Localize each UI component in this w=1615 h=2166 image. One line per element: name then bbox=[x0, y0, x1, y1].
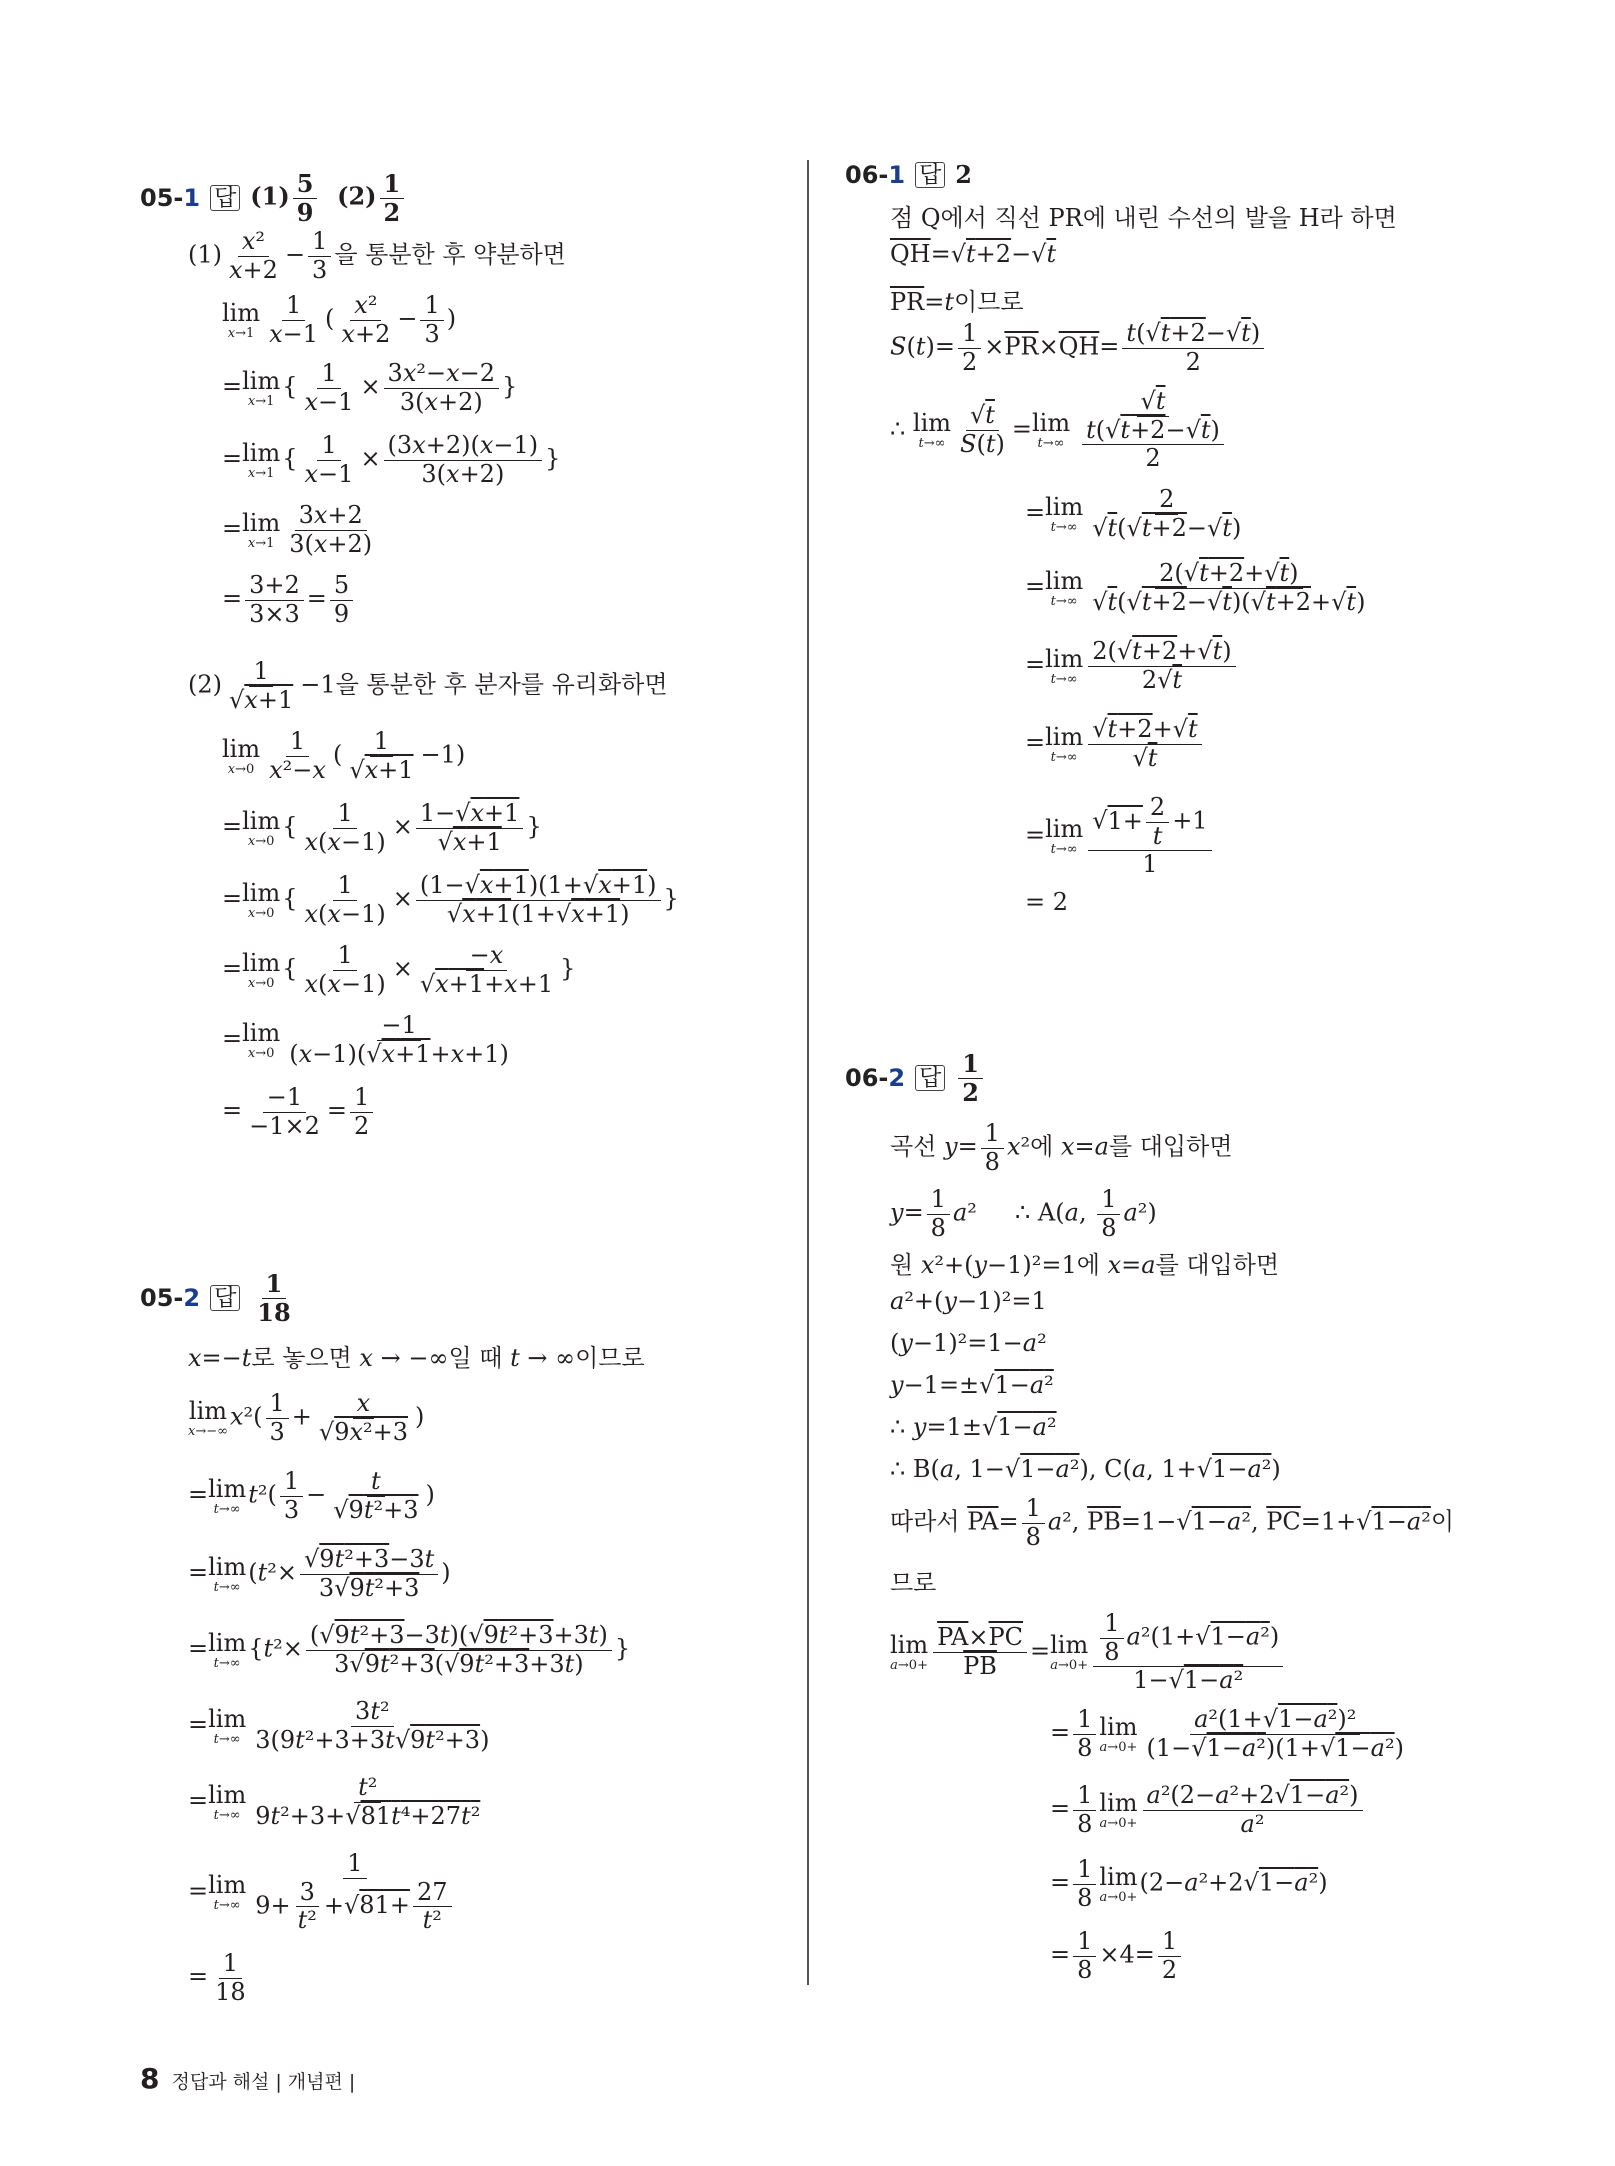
p062-line9: 따라서 $\overline{PA}=$ $\frac{1}{8}$ a², $\overline{PB}=1-√1-a^2$, $\overline{PC}=1+√1-a^2$이 bbox=[890, 1494, 1455, 1551]
problem-header bbox=[845, 1050, 986, 1106]
problem-header bbox=[845, 160, 972, 189]
footer-title: 정답과 해설 | 개념편 | bbox=[171, 2071, 356, 2093]
problem-number: 06-1 bbox=[845, 160, 906, 189]
p062-line1: 곡선 y= $\frac{1}{8}$ x²에 x=a를 대입하면 bbox=[890, 1119, 1233, 1176]
answer: $\frac{1}{18}$ bbox=[257, 1269, 291, 1327]
step1-line2: =lim x→1 { $\frac{1}{x-1}$ × $\frac{\text{3x²−x−2}}{3(x+2)}$ } bbox=[222, 359, 518, 416]
page-footer bbox=[140, 2062, 355, 2095]
problem-number: 05-1 bbox=[140, 184, 201, 213]
p061-line4: S(t)= $\frac{1}{2}$ $\times\overline{PR}\times\overline{QH}=$ $\frac{t(√t+2-√t)}{2}$ bbox=[890, 320, 1267, 376]
step1-line5: = $\frac{3+2}{3\times 3}$ = $\frac{5}{9}$ bbox=[222, 572, 356, 628]
p062-line7: ∴ y=1±√1−a² bbox=[890, 1413, 1057, 1441]
answer-label: 답 bbox=[915, 162, 945, 188]
answer: 2 bbox=[955, 160, 972, 189]
p052-line4: =lim t→∞ {t²× $\frac{\text{(√9t²+3−3t)(√9t²+3+3t)}}{\text{3√9t²+3(√9t²+3+3t)}}$ } bbox=[188, 1621, 631, 1678]
step2-line6: = $\frac{-1}{-1\times 2}$ = $\frac{1}{2}$ bbox=[222, 1084, 376, 1140]
step2-line1: lim x→0 $\frac{1}{\text{x²−x}}$ ( $\frac{1}{√x+1}$ −1) bbox=[222, 727, 466, 784]
p052-line8: = $\frac{1}{18}$ bbox=[188, 1949, 246, 2006]
p052-line2: =lim t→∞ t²( $\frac{1}{3}$ − $\frac{t}{\text{√9t²+3}}$ ) bbox=[188, 1467, 435, 1524]
p062-line2: y= $\frac{1}{8}$ a² ∴ A(a, $\frac{1}{8}$ a²) bbox=[890, 1185, 1157, 1242]
p052-line3: =lim t→∞ (t²× $\frac{\text{√9t²+3−3t}}{\text{3√9t²+3}}$ ) bbox=[188, 1545, 451, 1602]
p061-line10: =lim t→∞ √1+ $\frac{2}{t}$ +1 1 bbox=[1025, 794, 1215, 879]
step1-line3: =lim x→1 { $\frac{1}{x-1}$ × $\frac{(3x+2)(x-1)}{3(x+2)}$ } bbox=[222, 431, 561, 488]
p061-line5: ∴ lim t→∞ $\frac{√t}{S(t)}$ =lim t→∞ $\frac{√t}{\frac{t(√t+2-√t)}{2}}$ bbox=[890, 388, 1234, 473]
step1-line4: =lim x→1 $\frac{3x+2}{3(x+2)}$ bbox=[222, 501, 373, 558]
problem-header bbox=[140, 1270, 298, 1326]
p061-line11: = 2 bbox=[1025, 888, 1069, 916]
p062-line8: ∴ B(a, 1−√1−a²), C(a, 1+√1−a²) bbox=[890, 1455, 1281, 1483]
p062-line10: 므로 bbox=[890, 1569, 937, 1597]
answer-label: 답 bbox=[210, 1285, 240, 1311]
problem-06-1 bbox=[845, 160, 972, 189]
step2-line3: =lim x→0 { $\frac{1}{x(x-1)}$ × $\frac{(1-√x+1)(1+√x+1)}{√x+1(1+√x+1)}$ } bbox=[222, 871, 679, 928]
p052-line6: =lim t→∞ $\frac{\text{t²}}{\text{9t²+3+√81t⁴+27t²}}$ bbox=[188, 1773, 481, 1830]
p061-line7: =lim t→∞ $\frac{2(√t+2+√t)}{√t(√t+2-√t)(√t+2+√t)}$ bbox=[1025, 559, 1366, 616]
step1-line1: lim x→1 $\frac{1}{x-1}$ ( $\frac{\text{x²}}{x+2}$ − $\frac{1}{3}$ ) bbox=[222, 291, 457, 348]
p062-line14: = $\frac{1}{8}$ lim a→0+ (2−a²+2√1−a²) bbox=[1050, 1855, 1328, 1912]
p061-line1: 점 Q에서 직선 PR에 내린 수선의 발을 H라 하면 bbox=[890, 204, 1397, 232]
problem-05-1 bbox=[140, 170, 407, 226]
page-number: 8 bbox=[140, 2062, 160, 2095]
p062-line4: a²+(y−1)²=1 bbox=[890, 1287, 1047, 1315]
p062-line5: (y−1)²=1−a² bbox=[890, 1329, 1047, 1357]
problem-number: 05-2 bbox=[140, 1284, 201, 1313]
p062-line15: = $\frac{1}{8}$ ×4= $\frac{1}{2}$ bbox=[1050, 1928, 1184, 1984]
p061-line8: =lim t→∞ $\frac{2(√t+2+√t)}{2√t}$ bbox=[1025, 638, 1239, 694]
p061-line3: $\overline{PR}=t$이므로 bbox=[890, 288, 1024, 316]
p052-line5: =lim t→∞ $\frac{\text{3t²}}{\text{3(9t²+3+3t√9t²+3)}}$ bbox=[188, 1697, 490, 1754]
problem-header bbox=[140, 170, 407, 226]
problem-06-2 bbox=[845, 1050, 986, 1106]
p062-line3: 원 x²+(y−1)²=1에 x=a를 대입하면 bbox=[890, 1251, 1280, 1279]
p062-line13: = $\frac{1}{8}$ lim a→0+ $\frac{\text{a²(2−a²+2√1−a²)}}{\text{a²}}$ bbox=[1050, 1782, 1366, 1838]
problem-05-2 bbox=[140, 1270, 298, 1326]
column-divider bbox=[807, 160, 809, 1985]
step1-intro: (1) $\frac{\text{x²}}{x+2}$ − $\frac{1}{3}$ 을 통분한 후 약분하면 bbox=[188, 227, 566, 284]
answer-label: 답 bbox=[915, 1065, 945, 1091]
p062-line11: lim a→0+ $\frac{\overline{PA}\times\overline{PC}}{PB}$ =lim a→0+ $\frac{1}{8}$ a²(1+√1−a²) 1−√1−a² bbox=[890, 1610, 1286, 1695]
p062-line12: = $\frac{1}{8}$ lim a→0+ $\frac{\text{a²(1+√1−a²)²}}{\text{(1−√1−a²)(1+√1−a²)}}$ bbox=[1050, 1705, 1404, 1762]
step2-intro: (2) $\frac{1}{√x+1}$ −1을 통분한 후 분자를 유리화하면 bbox=[188, 657, 668, 714]
p052-line7: =lim t→∞ 1 9+ $\frac{3}{\text{t²}}$ +√81+ $\frac{27}{\text{t²}}$ bbox=[188, 1850, 462, 1935]
p062-line6: y−1=±√1−a² bbox=[890, 1371, 1054, 1399]
step2-line4: =lim x→0 { $\frac{1}{x(x-1)}$ × $\frac{-x}{√x+1+x+1}$ } bbox=[222, 941, 576, 998]
answer-label: 답 bbox=[210, 185, 240, 211]
problem-number: 06-2 bbox=[845, 1064, 906, 1093]
step2-line5: =lim x→0 $\frac{-1}{(x-1)(√x+1+x+1)}$ bbox=[222, 1011, 509, 1068]
p061-line9: =lim t→∞ $\frac{√t+2+√t}{√t}$ bbox=[1025, 716, 1205, 772]
p061-line6: =lim t→∞ $\frac{2}{√t(√t+2-√t)}$ bbox=[1025, 485, 1242, 542]
answer: $\frac{1}{2}$ bbox=[955, 1050, 986, 1106]
p061-line2: $\overline{QH}=√t+2-√t$ bbox=[890, 240, 1057, 268]
step2-line2: =lim x→0 { $\frac{1}{x(x-1)}$ × $\frac{1-√x+1}{√x+1}$ } bbox=[222, 799, 542, 856]
p052-line1: lim x→−∞ x²( $\frac{1}{3}$ + $\frac{x}{\text{√9x²+3}}$ ) bbox=[188, 1389, 425, 1446]
answer: (1) $\frac{5}{9}$ (2) $\frac{1}{2}$ bbox=[250, 170, 407, 226]
p052-intro: x=−t로 놓으면 x → −∞일 때 t → ∞이므로 bbox=[188, 1344, 645, 1372]
